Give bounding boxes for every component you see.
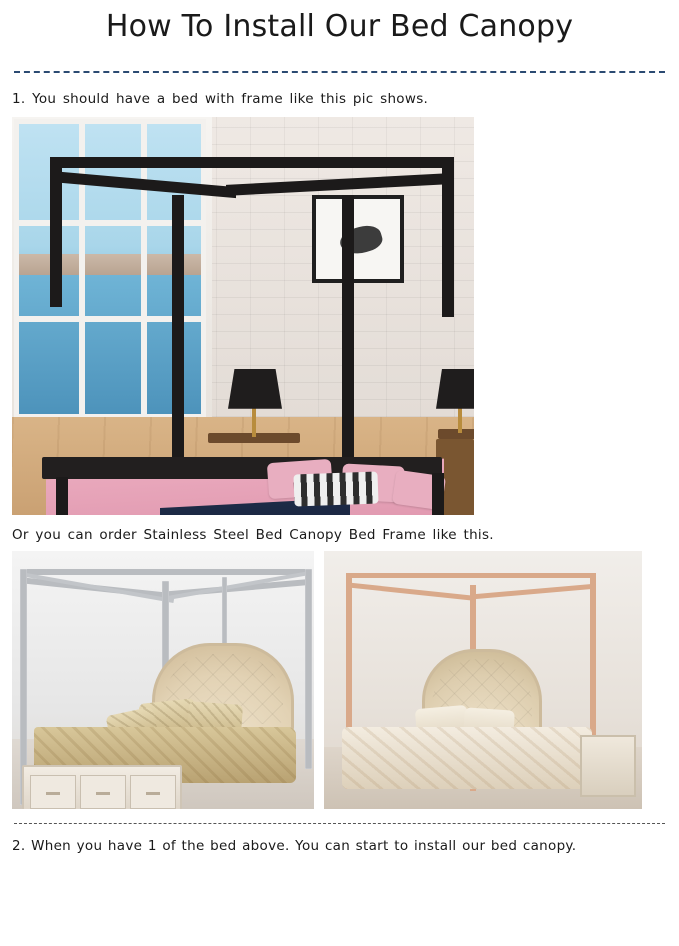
divider-top xyxy=(14,71,665,73)
step-1-text: 1. You should have a bed with frame like this pic shows. xyxy=(12,90,429,107)
page-title: How To Install Our Bed Canopy xyxy=(105,9,574,44)
rose-gold-canopy-bed-photo xyxy=(324,551,642,809)
step-2-text: 2. When you have 1 of the bed above. You can start to install our bed canopy. xyxy=(12,837,577,854)
silver-canopy-bed-photo xyxy=(12,551,314,809)
black-canopy-bed-photo xyxy=(12,117,474,515)
alt-frames-photo-row xyxy=(12,551,669,809)
divider-bottom xyxy=(14,823,665,824)
alt-frame-caption: Or you can order Stainless Steel Bed Canopy Bed Frame like this. xyxy=(12,526,494,543)
document-page xyxy=(0,6,679,946)
